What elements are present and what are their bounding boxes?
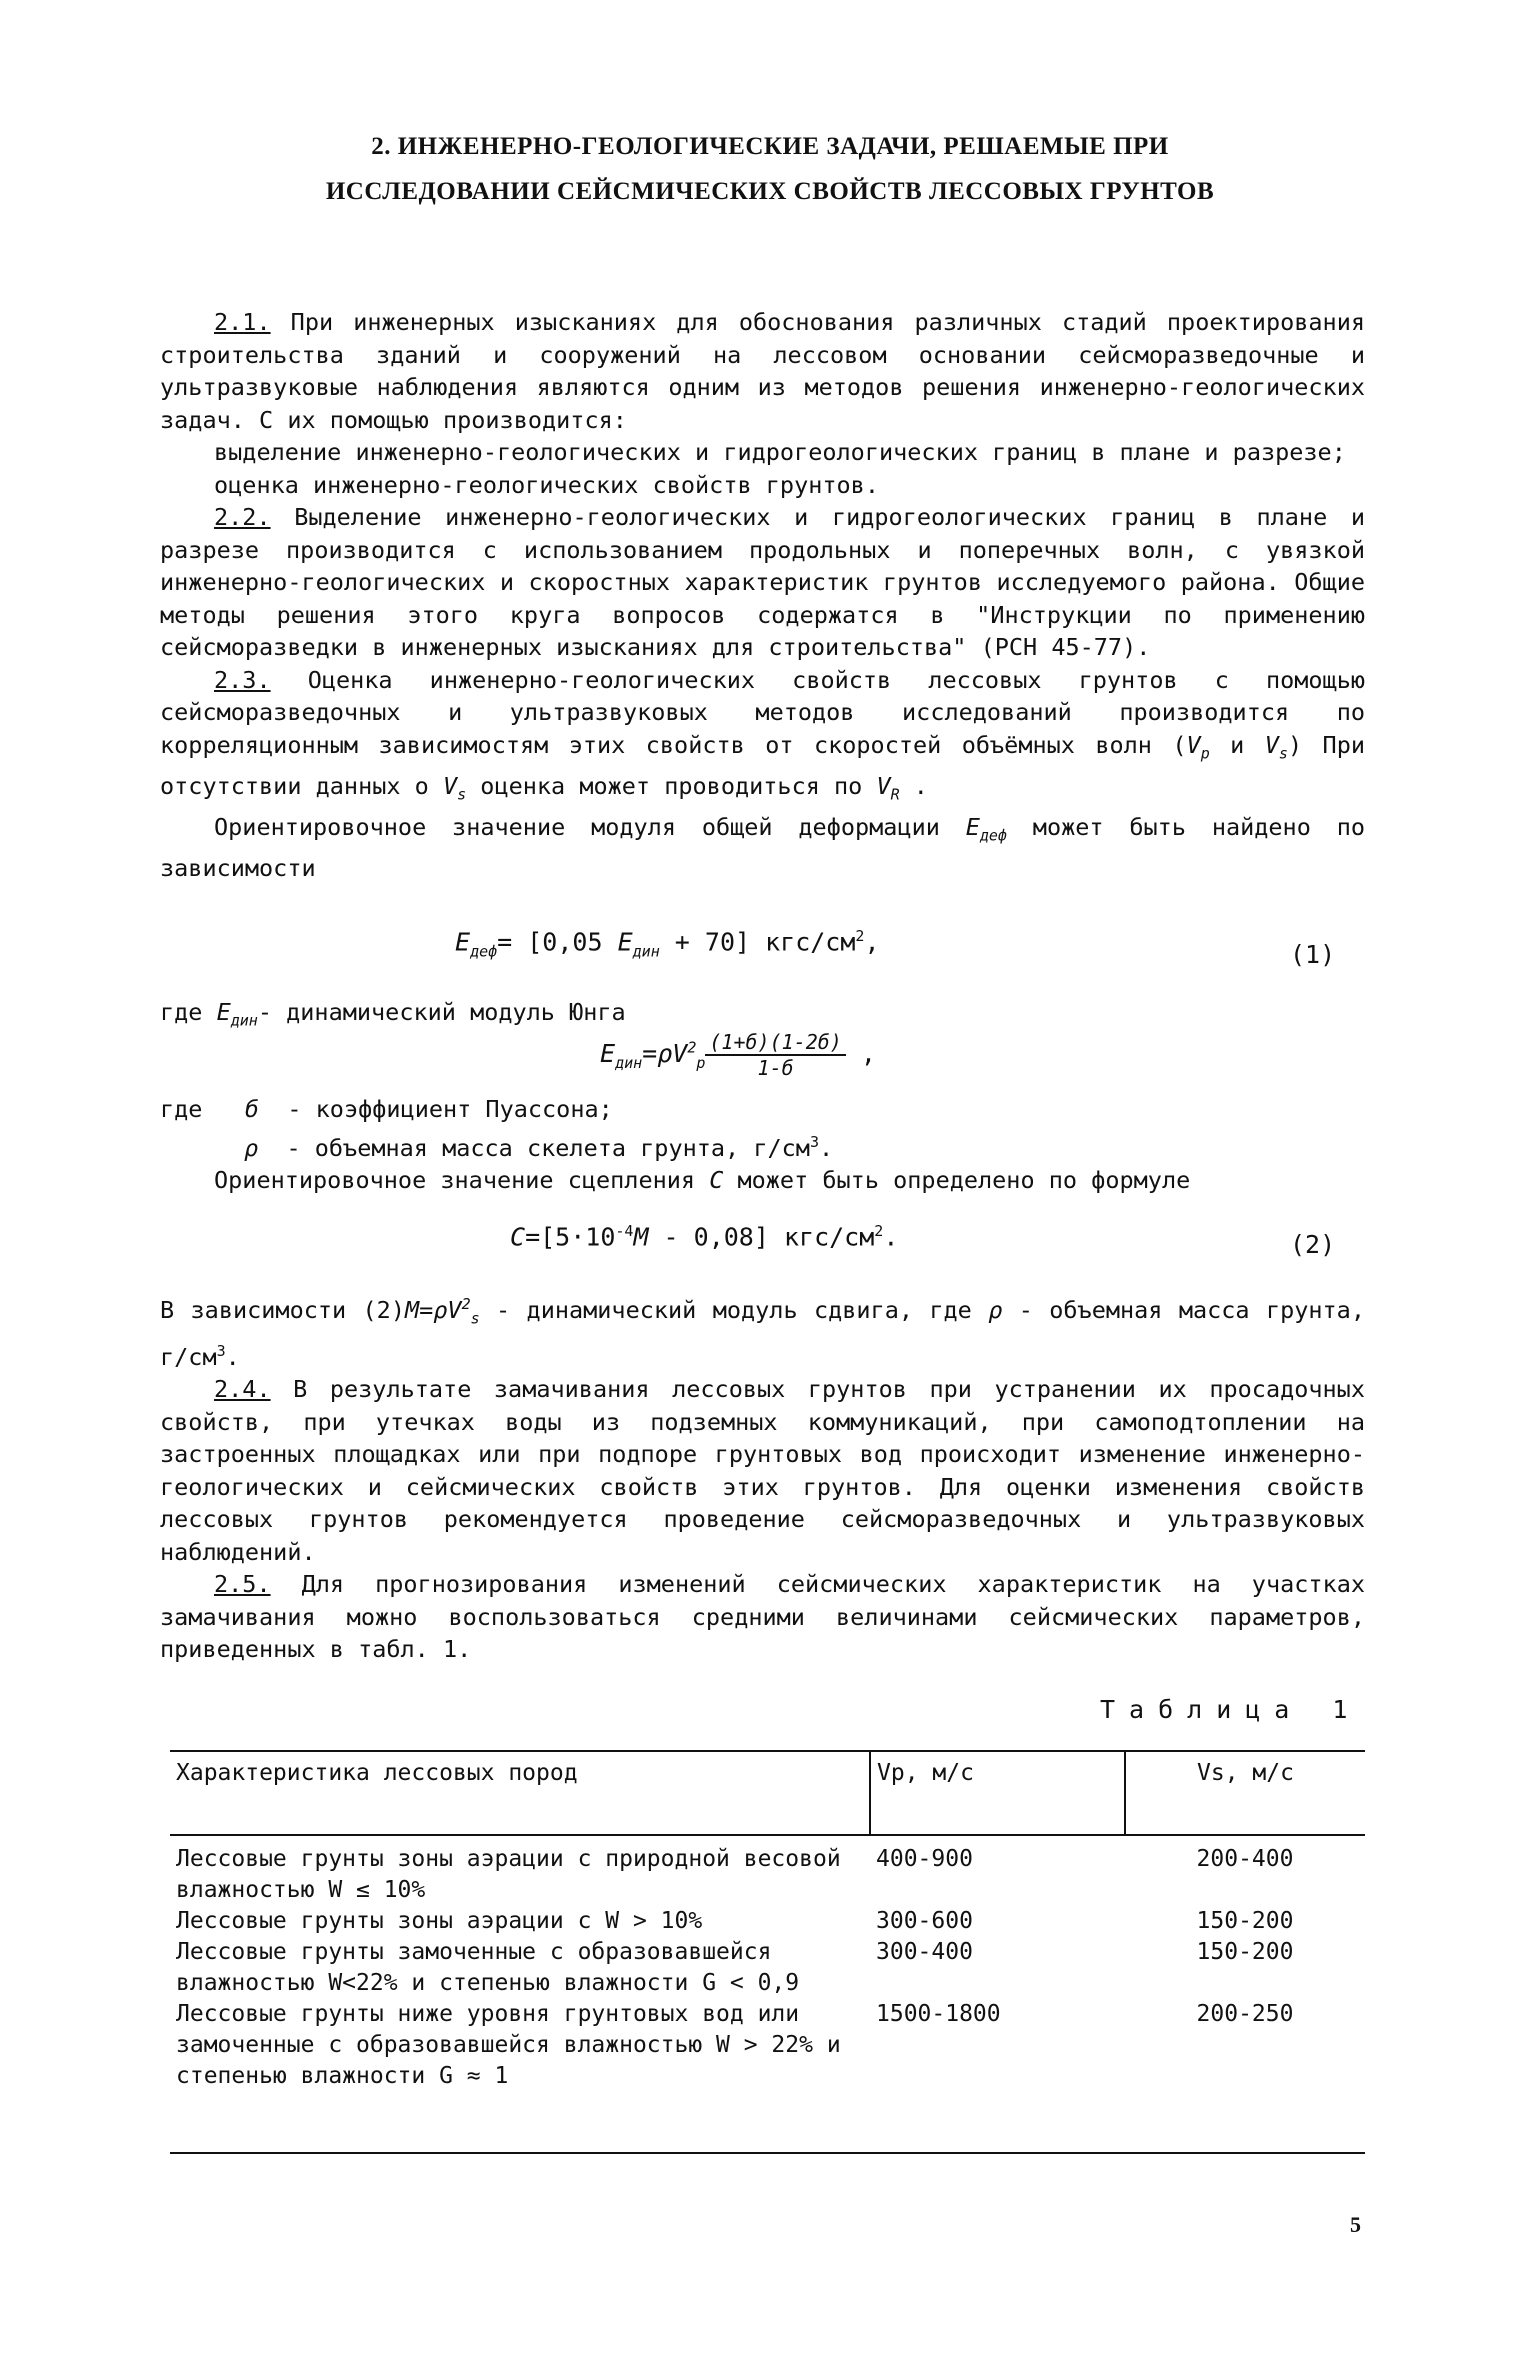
column-header: Vs, м/с	[1125, 1751, 1365, 1835]
table-header-row	[170, 1751, 1365, 1835]
page-number: 5	[1350, 2212, 1361, 2237]
where-definitions: где б - коэффициент Пуассона; ρ - объемная масса скелета грунта, $г/см^3$. Ориентировочное значение сцепления C может быть определено по формуле	[160, 1093, 1365, 1196]
table-cell: Лессовые грунты ниже уровня грунтовых вод или замоченные с образовавшейся влажностью W > 22% и степенью влажности G ≈ 1	[176, 2001, 841, 2089]
clause-number: 2.5.	[214, 1570, 271, 1599]
table-cell: Лессовые грунты замоченные с образовавшейся влажностью W<22% и степенью влажности G < 0,9	[176, 1939, 800, 1996]
table-bottom-rule	[170, 2152, 1365, 2154]
formula-dynamic-modulus: $E_{дин}=\rho V^2_p$ $\frac{(1+б)(1-2б)}{1-б}$ ,	[600, 1030, 876, 1080]
body-block-2	[160, 1288, 1365, 1666]
table-row	[170, 1835, 1365, 1906]
table-cell: 200-400	[1196, 1846, 1294, 1872]
paragraph-2-4: 2.4. В результате замачивания лессовых грунтов при устранении их просадочных свойств, при утечках воды из подземных коммуникаций, при самоподтоплении на застроенных площадках или при подпоре грунтовых вод происходит изменение инженерно-геологических и сейсмических свойств этих грунтов. Для оценки изменения свойств лессовых грунтов рекомендуется проведение сейсморазведочных и ультразвуковых наблюдений.	[160, 1375, 1365, 1566]
formula-2: $C=[5\cdot 10^{-4}M - 0,08]$ кгс/$см^2$.	[510, 1222, 899, 1252]
clause-number: 2.4.	[214, 1375, 271, 1404]
table-cell: 150-200	[1196, 1939, 1294, 1965]
paragraph-2-5: 2.5. Для прогнозирования изменений сейсмических характеристик на участках замачивания можно воспользоваться средними величинами сейсмических параметров, приведенных в табл. 1.	[160, 1570, 1365, 1664]
table-row	[170, 1906, 1365, 1937]
column-header: Vp, м/с	[870, 1751, 1125, 1835]
section-title-line-2: ИССЛЕДОВАНИИ СЕЙСМИЧЕСКИХ СВОЙСТВ ЛЕССОВЫХ ГРУНТОВ	[325, 178, 1215, 205]
table-cell: Лессовые грунты зоны аэрации с природной весовой влажностью W ≤ 10%	[176, 1846, 841, 1903]
paragraph-modulus: Ориентировочное значение модуля общей деформации $E_{деф}$ может быть найдено по зависимости	[160, 812, 1365, 883]
list-item: выделение инженерно-геологических и гидрогеологических границ в плане и разрезе;	[214, 438, 1346, 466]
section-title-line-1: 2. ИНЖЕНЕРНО-ГЕОЛОГИЧЕСКИЕ ЗАДАЧИ, РЕШАЕМЫЕ ПРИ	[371, 133, 1169, 160]
table-cell: 200-250	[1196, 2001, 1294, 2027]
table-cell: 400-900	[876, 1846, 973, 1872]
table-cell: 150-200	[1196, 1908, 1294, 1934]
table-cell: 300-400	[876, 1939, 973, 1965]
table-row	[170, 1937, 1365, 1999]
where-dynamic-modulus: где $E_{дин}-$ динамический модуль Юнга	[160, 998, 626, 1030]
equation-number-1: (1)	[1290, 940, 1336, 969]
paragraph-2-3: 2.3. Оценка инженерно-геологических свойств лессовых грунтов с помощью сейсморазведочных и ультразвуковых методов исследований производится по корреляционным зависимостям этих свойств от скоростей объёмных волн ($V_p$ и $V_s$) При отсутствии данных о $V_s$ оценка может проводиться по $V_R$ .	[160, 665, 1365, 804]
fraction: $\frac{(1+б)(1-2б)}{1-б}$	[705, 1030, 845, 1080]
table-cell: 300-600	[876, 1908, 973, 1934]
list-item: оценка инженерно-геологических свойств грунтов.	[214, 470, 879, 499]
table-cell: Лессовые грунты зоны аэрации с W > 10%	[176, 1908, 703, 1934]
table-caption: Таблица 1	[1100, 1695, 1362, 1724]
clause-number: 2.3.	[214, 665, 271, 694]
formula-1: $E_{деф}= [0,05$ $E_{дин} + 70$] кгс/$см^2$,	[455, 927, 880, 961]
table-cell: 1500-1800	[876, 2001, 1001, 2027]
equation-number-2: (2)	[1290, 1230, 1336, 1259]
clause-number: 2.1.	[214, 308, 271, 336]
clause-number: 2.2.	[214, 503, 271, 531]
paragraph-cohesion: Ориентировочное значение сцепления C может быть определено по формуле	[214, 1165, 1191, 1194]
table-row	[170, 1999, 1365, 2092]
table-1	[170, 1750, 1365, 2092]
paragraph-2-2: 2.2. Выделение инженерно-геологических и гидрогеологических границ в плане и разрезе производится с использованием продольных и поперечных волн, с увязкой инженерно-геологических и скоростных характеристик грунтов исследуемого района. Общие методы решения этого круга вопросов содержатся в "Инструкции по применению сейсморазведки в инженерных изысканиях для строительства" (РСН 45-77).	[160, 503, 1365, 661]
body-block-1	[160, 306, 1365, 885]
column-header: Характеристика лессовых пород	[170, 1751, 870, 1835]
paragraph-shear-modulus: В зависимости $(2)M=\rho V^2_s$ - динамический модуль сдвига, где ρ - объемная масса грунта, $г/см^3$.	[160, 1295, 1365, 1371]
paragraph-2-1: 2.1. При инженерных изысканиях для обоснования различных стадий проектирования строительства зданий и сооружений на лессовом основании сейсморазведочные и ультразвуковые наблюдения являются одним из методов решения инженерно-геологических задач. С их помощью производится:	[160, 308, 1365, 434]
